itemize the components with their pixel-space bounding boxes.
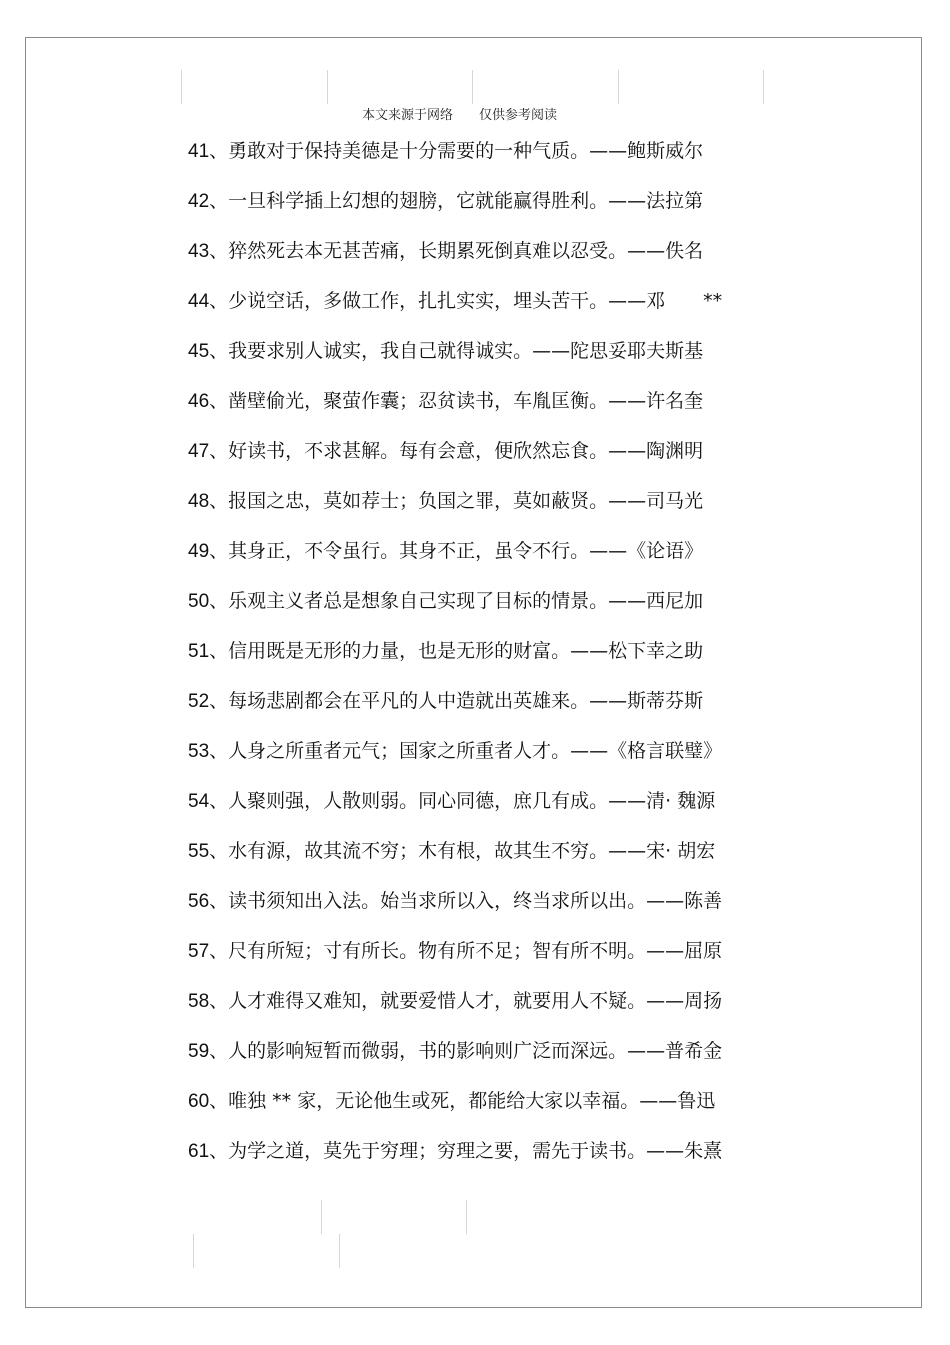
quote-text: 人聚则强，人散则弱。同心同德，庶几有成。——清· 魏源 xyxy=(228,790,716,812)
top-guide-line xyxy=(472,70,473,104)
quote-number: 58、 xyxy=(188,991,229,1012)
bottom-guide-line xyxy=(321,1200,322,1234)
quote-item xyxy=(188,938,722,988)
quote-text: 凿壁偷光，聚萤作囊；忍贫读书，车胤匡衡。——许名奎 xyxy=(228,390,704,412)
top-guide-line xyxy=(618,70,619,104)
quote-number: 49、 xyxy=(188,541,229,562)
quote-text: 报国之忠，莫如荐士；负国之罪，莫如蔽贤。——司马光 xyxy=(228,490,704,512)
quote-number: 53、 xyxy=(188,741,229,762)
top-guide-line xyxy=(181,70,182,104)
quote-text: 少说空话，多做工作，扎扎实实，埋头苦干。——邓 ** xyxy=(228,290,723,312)
quote-item xyxy=(188,538,722,588)
quote-text: 好读书，不求甚解。每有会意，便欣然忘食。——陶渊明 xyxy=(228,440,704,462)
quote-item xyxy=(188,788,722,838)
quote-item xyxy=(188,638,722,688)
quote-text: 信用既是无形的力量，也是无形的财富。——松下幸之助 xyxy=(228,640,704,662)
quote-item xyxy=(188,388,722,438)
quote-list xyxy=(188,138,722,1188)
quote-item xyxy=(188,1038,722,1088)
quote-number: 46、 xyxy=(188,391,229,412)
quote-item xyxy=(188,1138,722,1188)
quote-number: 51、 xyxy=(188,641,229,662)
quote-item xyxy=(188,238,722,288)
quote-number: 50、 xyxy=(188,591,229,612)
quote-number: 52、 xyxy=(188,691,229,712)
quote-text: 人才难得又难知，就要爱惜人才，就要用人不疑。——周扬 xyxy=(228,990,723,1012)
quote-text: 读书须知出入法。始当求所以入，终当求所以出。——陈善 xyxy=(228,890,723,912)
quote-item xyxy=(188,688,722,738)
quote-number: 41、 xyxy=(188,141,229,162)
quote-item xyxy=(188,338,722,388)
quote-number: 60、 xyxy=(188,1091,229,1112)
quote-item xyxy=(188,488,722,538)
quote-text: 猝然死去本无甚苦痛，长期累死倒真难以忍受。——佚名 xyxy=(228,240,704,262)
quote-number: 55、 xyxy=(188,841,229,862)
quote-item xyxy=(188,288,722,338)
quote-text: 勇敢对于保持美德是十分需要的一种气质。——鲍斯威尔 xyxy=(228,140,704,162)
quote-item xyxy=(188,438,722,488)
quote-number: 44、 xyxy=(188,291,229,312)
quote-text: 为学之道，莫先于穷理；穷理之要，需先于读书。——朱熹 xyxy=(228,1140,723,1162)
quote-text: 其身正，不令虽行。其身不正，虽令不行。——《论语》 xyxy=(228,540,704,562)
quote-text: 一旦科学插上幻想的翅膀，它就能赢得胜利。——法拉第 xyxy=(228,190,704,212)
bottom-guide-line xyxy=(193,1234,194,1268)
quote-number: 47、 xyxy=(188,441,229,462)
bottom-guide-line xyxy=(466,1200,467,1234)
quote-number: 45、 xyxy=(188,341,229,362)
quote-number: 61、 xyxy=(188,1141,229,1162)
quote-text: 尺有所短；寸有所长。物有所不足；智有所不明。——屈原 xyxy=(228,940,723,962)
quote-number: 56、 xyxy=(188,891,229,912)
quote-text: 每场悲剧都会在平凡的人中造就出英雄来。——斯蒂芬斯 xyxy=(228,690,704,712)
quote-item xyxy=(188,138,722,188)
quote-number: 43、 xyxy=(188,241,229,262)
quote-item xyxy=(188,588,722,638)
top-guide-line xyxy=(763,70,764,104)
quote-number: 57、 xyxy=(188,941,229,962)
quote-text: 人身之所重者元气；国家之所重者人才。——《格言联璧》 xyxy=(228,740,723,762)
quote-item xyxy=(188,738,722,788)
quote-number: 42、 xyxy=(188,191,229,212)
quote-item xyxy=(188,988,722,1038)
quote-item xyxy=(188,838,722,888)
quote-item xyxy=(188,188,722,238)
top-guide-line xyxy=(327,70,328,104)
quote-item xyxy=(188,1088,722,1138)
header-note: 本文来源于网络 仅供参考阅读 xyxy=(362,108,558,123)
quote-item xyxy=(188,888,722,938)
quote-text: 乐观主义者总是想象自己实现了目标的情景。——西尼加 xyxy=(228,590,704,612)
bottom-guide-line xyxy=(339,1234,340,1268)
quote-text: 唯独 ** 家，无论他生或死，都能给大家以幸福。——鲁迅 xyxy=(228,1090,716,1112)
quote-number: 48、 xyxy=(188,491,229,512)
quote-number: 54、 xyxy=(188,791,229,812)
quote-text: 人的影响短暂而微弱，书的影响则广泛而深远。——普希金 xyxy=(228,1040,723,1062)
quote-text: 我要求别人诚实，我自己就得诚实。——陀思妥耶夫斯基 xyxy=(228,340,704,362)
quote-text: 水有源，故其流不穷；木有根，故其生不穷。——宋· 胡宏 xyxy=(228,840,716,862)
quote-number: 59、 xyxy=(188,1041,229,1062)
